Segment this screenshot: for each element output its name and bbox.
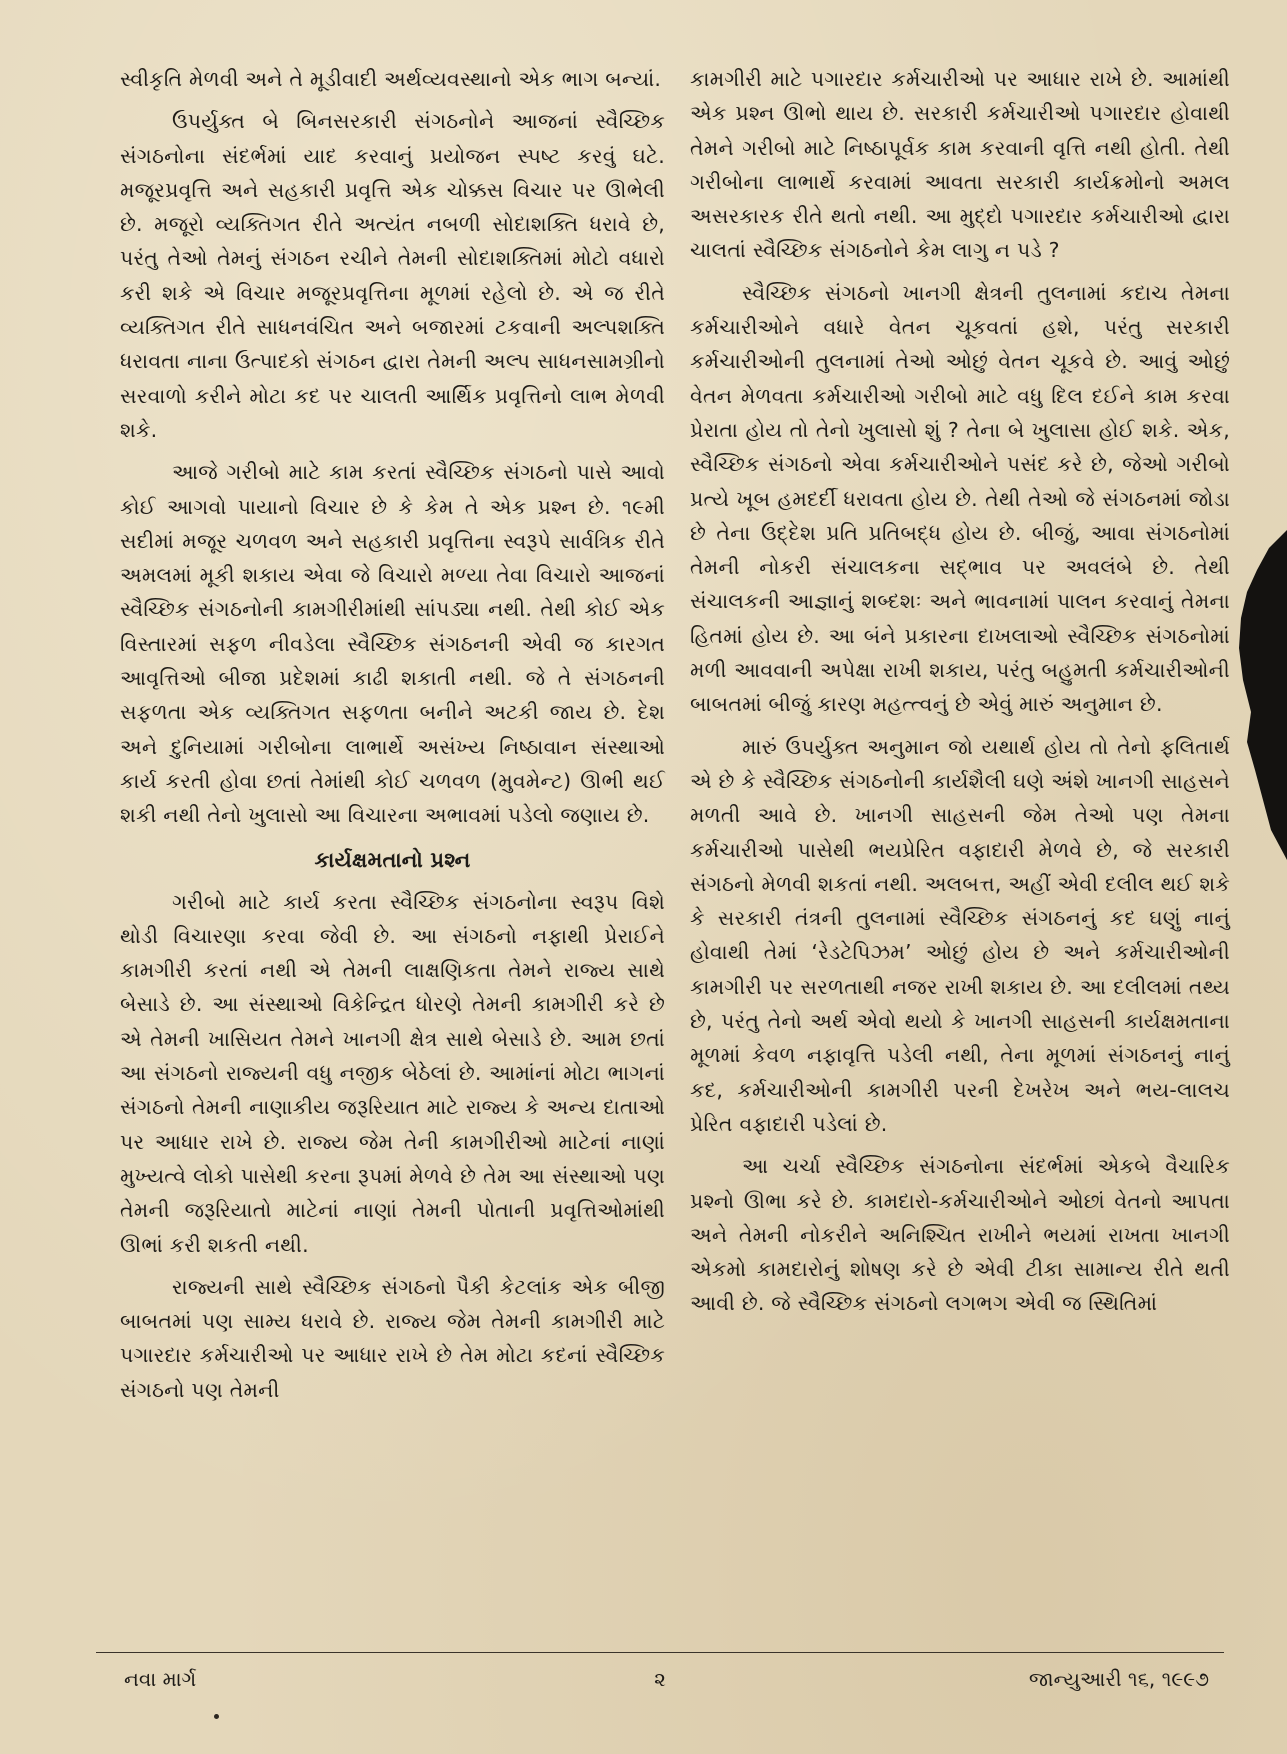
torn-edge-damage [1217,530,1287,860]
paragraph: રાજ્યની સાથે સ્વૈચ્છિક સંગઠનો પૈકી કેટલાંક એક બીજી બાબતમાં પણ સામ્ય ધરાવે છે. રાજ્ય જેમ તેમની કામગીરી માટે પગારદાર કર્મચારીઓ પર આધાર રાખે છે તેમ મોટા કદનાં સ્વૈચ્છિક સંગઠનો પણ તેમની [120,1274,665,1402]
ink-dot-mark [214,1714,219,1719]
footer-divider [96,1652,1224,1653]
paragraph: કામગીરી માટે પગારદાર કર્મચારીઓ પર આધાર રાખે છે. આમાંથી એક પ્રશ્ન ઊભો થાય છે. સરકારી કર્મચારીઓ પગારદાર હોવાથી તેમને ગરીબો માટે નિષ્ઠાપૂર્વક કામ કરવાની વૃત્તિ નથી હોતી. તેથી ગરીબોના લાભાર્થે કરવામાં આવતા સરકારી કાર્યક્રમોનો અમલ અસરકારક રીતે થતો નથી. આ મુદ્દો પગારદાર કર્મચારીઓ દ્વારા ચાલતાં સ્વૈચ્છિક સંગઠનોને કેમ લાગુ ન પડે ? [690,67,1230,263]
left-column [120,62,665,1415]
issue-date: જાન્યુઆરી ૧૬, ૧૯૯૭ [1028,1667,1209,1691]
paragraph: સ્વીકૃતિ મેળવી અને તે મૂડીવાદી અર્થવ્યવસ્થાનો એક ભાગ બન્યાં. [120,67,662,91]
paragraph: સ્વૈચ્છિક સંગઠનો ખાનગી ક્ષેત્રની તુલનામાં કદાચ તેમના કર્મચારીઓને વધારે વેતન ચૂકવતાં હશે, પરંતુ સરકારી કર્મચારીઓની તુલનામાં તેઓ ઓછું વેતન ચૂકવે છે. આવું ઓછું વેતન મેળવતા કર્મચારીઓ ગરીબો માટે વધુ દિલ દઈને કામ કરવા પ્રેરાતા હોય તો તેનો ખુલાસો શું ? તેના બે ખુલાસા હોઈ શકે. એક, સ્વૈચ્છિક સંગઠનો એવા કર્મચારીઓને પસંદ કરે છે, જેઓ ગરીબો પ્રત્યે ખૂબ હમદર્દી ધરાવતા હોય છે. તેથી તેઓ જે સંગઠનમાં જોડા છે તેના ઉદ્દેશ પ્રતિ પ્રતિબદ્ધ હોય છે. બીજું, આવા સંગઠનોમાં તેમની નોકરી સંચાલકના સદ્ભાવ પર અવલંબે છે. તેથી સંચાલકની આજ્ઞાનું શબ્દશઃ અને ભાવનામાં પાલન કરવાનું તેમના હિતમાં હોય છે. આ બંને પ્રકારના દાખલાઓ સ્વૈચ્છિક સંગઠનોમાં મળી આવવાની અપેક્ષા રાખી શકાય, પરંતુ બહુમતી કર્મચારીઓની બાબતમાં બીજું કારણ મહત્ત્વનું છે એવું મારું અનુમાન છે. [690,280,1230,717]
paragraph: આ ચર્ચા સ્વૈચ્છિક સંગઠનોના સંદર્ભમાં એકબે વૈચારિક પ્રશ્નો ઊભા કરે છે. કામદારો-કર્મચારીઓને ઓછાં વેતનો આપતા અને તેમની નોકરીને અનિશ્ચિત રાખીને ભયમાં રાખતા ખાનગી એકમો કામદારોનું શોષણ કરે છે એવી ટીકા સામાન્ય રીતે થતી આવી છે. જે સ્વૈચ્છિક સંગઠનો લગભગ એવી જ સ્થિતિમાં [690,1154,1230,1316]
paragraph: આજે ગરીબો માટે કામ કરતાં સ્વૈચ્છિક સંગઠનો પાસે આવો કોઈ આગવો પાયાનો વિચાર છે કે કેમ તે એક પ્રશ્ન છે. ૧૯મી સદીમાં મજૂર ચળવળ અને સહકારી પ્રવૃત્તિના સ્વરૂપે સાર્વત્રિક રીતે અમલમાં મૂકી શકાય એવા જે વિચારો મળ્યા તેવા વિચારો આજનાં સ્વૈચ્છિક સંગઠનોની કામગીરીમાંથી સાંપડ્યા નથી. તેથી કોઈ એક વિસ્તારમાં સફળ નીવડેલા સ્વૈચ્છિક સંગઠનની એવી જ કારગત આવૃત્તિઓ બીજા પ્રદેશમાં કાઢી શકાતી નથી. જે તે સંગઠનની સફળતા એક વ્યક્તિગત સફળતા બનીને અટકી જાય છે. દેશ અને દુનિયામાં ગરીબોના લાભાર્થે અસંખ્ય નિષ્ઠાવાન સંસ્થાઓ કાર્ય કરતી હોવા છતાં તેમાંથી કોઈ ચળવળ (મુવમેન્ટ) ઊભી થઈ શકી નથી તેનો ખુલાસો આ વિચારના અભાવમાં પડેલો જણાય છે. [120,460,665,828]
publication-name: નવા માર્ગ [124,1667,197,1691]
section-heading: કાર્યક્ષમતાનો પ્રશ્ન [314,847,471,872]
right-column [690,62,1230,1329]
paragraph: ઉપર્યુક્ત બે બિનસરકારી સંગઠનોને આજનાં સ્વૈચ્છિક સંગઠનોના સંદર્ભમાં યાદ કરવાનું પ્રયોજન સ્પષ્ટ કરવું ઘટે. મજૂરપ્રવૃત્તિ અને સહકારી પ્રવૃત્તિ એક ચોક્કસ વિચાર પર ઊભેલી છે. મજૂરો વ્યક્તિગત રીતે અત્યંત નબળી સોદાશક્તિ ધરાવે છે, પરંતુ તેઓ તેમનું સંગઠન રચીને તેમની સોદાશક્તિમાં મોટો વધારો કરી શકે એ વિચાર મજૂરપ્રવૃત્તિના મૂળમાં રહેલો છે. એ જ રીતે વ્યક્તિગત રીતે સાધનવંચિત અને બજારમાં ટકવાની અલ્પશક્તિ ધરાવતા નાના ઉત્પાદકો સંગઠન દ્વારા તેમની અલ્પ સાધનસામગ્રીનો સરવાળો કરીને મોટા કદ પર ચાલતી આર્થિક પ્રવૃત્તિનો લાભ મેળવી શકે. [120,109,665,442]
paragraph: ગરીબો માટે કાર્ય કરતા સ્વૈચ્છિક સંગઠનોના સ્વરૂપ વિશે થોડી વિચારણા કરવા જેવી છે. આ સંગઠનો નફાથી પ્રેરાઈને કામગીરી કરતાં નથી એ તેમની લાક્ષણિકતા તેમને રાજ્ય સાથે બેસાડે છે. આ સંસ્થાઓ વિકેન્દ્રિત ધોરણે તેમની કામગીરી કરે છે એ તેમની ખાસિયત તેમને ખાનગી ક્ષેત્ર સાથે બેસાડે છે. આમ છતાં આ સંગઠનો રાજ્યની વધુ નજીક બેઠેલાં છે. આમાંનાં મોટા ભાગનાં સંગઠનો તેમની નાણાકીય જરૂરિયાત માટે રાજ્ય કે અન્ય દાતાઓ પર આધાર રાખે છે. રાજ્ય જેમ તેની કામગીરીઓ માટેનાં નાણાં મુખ્યત્વે લોકો પાસેથી કરના રૂપમાં મેળવે છે તેમ આ સંસ્થાઓ પણ તેમની જરૂરિયાતો માટેનાં નાણાં તેમની પોતાની પ્રવૃત્તિઓમાંથી ઊભાં કરી શકતી નથી. [120,889,665,1257]
page-number: ૨ [654,1667,666,1691]
paragraph: મારું ઉપર્યુક્ત અનુમાન જો યથાર્થ હોય તો તેનો ફલિતાર્થ એ છે કે સ્વૈચ્છિક સંગઠનોની કાર્યશૈલી ઘણે અંશે ખાનગી સાહસને મળતી આવે છે. ખાનગી સાહસની જેમ તેઓ પણ તેમના કર્મચારીઓ પાસેથી ભયપ્રેરિત વફાદારી મેળવે છે, જે સરકારી સંગઠનો મેળવી શકતાં નથી. અલબત્ત, અહીં એવી દલીલ થઈ શકે કે સરકારી તંત્રની તુલનામાં સ્વૈચ્છિક સંગઠનનું કદ ઘણું નાનું હોવાથી તેમાં ‘રેડટેપિઝમ’ ઓછું હોય છે અને કર્મચારીઓની કામગીરી પર સરળતાથી નજર રાખી શકાય છે. આ દલીલમાં તથ્ય છે, પરંતુ તેનો અર્થ એવો થયો કે ખાનગી સાહસની કાર્યક્ષમતાના મૂળમાં કેવળ નફાવૃત્તિ પડેલી નથી, તેના મૂળમાં સંગઠનનું નાનું કદ, કર્મચારીઓની કામગીરી પરની દેખરેખ અને ભય-લાલચ પ્રેરિત વફાદારી પડેલાં છે. [690,734,1230,1136]
